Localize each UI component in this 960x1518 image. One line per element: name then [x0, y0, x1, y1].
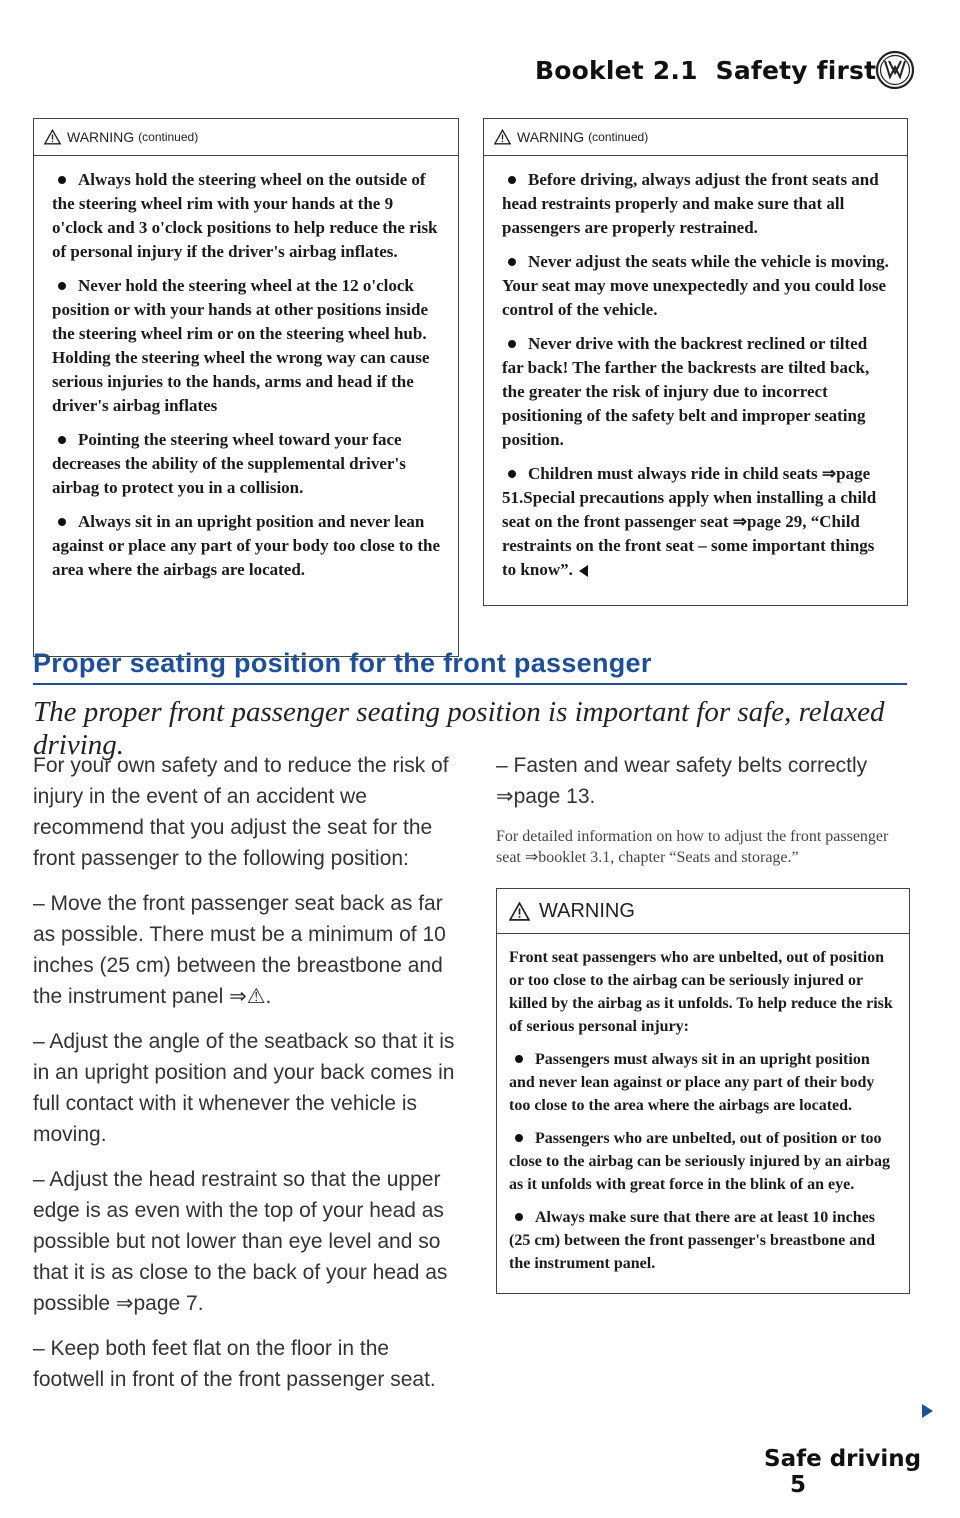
warning-item [502, 332, 891, 452]
bullet-icon [58, 176, 66, 184]
warning-intro: Front seat passengers who are unbelted, out of position or too close to the airbag can be seriously injured or killed by the airbag as it unfolds. To help reduce the risk of serious personal injury: [509, 949, 893, 1035]
warning-item-text: Always hold the steering wheel on the outside of the steering wheel rim with your hands at the 9 o'clock and 3 o'clock positions to help reduce the risk of personal injury if the driver's airbag inflates. [52, 170, 438, 261]
warning-continued: (continued) [588, 130, 649, 144]
warning-item-text: Passengers who are unbelted, out of position or too close to the airbag can be seriously injured by an airbag as it unfolds with great force in the blink of an eye. [509, 1130, 891, 1193]
page-footer [764, 1446, 960, 1498]
header-title [535, 56, 876, 85]
bullet-icon [515, 1134, 523, 1142]
warning-item [52, 274, 442, 418]
bullet-icon [508, 470, 516, 478]
end-of-section-icon [579, 565, 588, 577]
bullet-icon [515, 1055, 523, 1063]
warning-item [52, 428, 442, 500]
instruction-step: – Keep both feet flat on the floor in the footwell in front of the front passenger seat. [33, 1337, 436, 1391]
booklet-label: Booklet 2.1 [535, 55, 698, 85]
warning-body [34, 156, 458, 602]
bullet-icon [508, 258, 516, 266]
section-label: Safety first [715, 55, 877, 85]
warning-item [52, 168, 442, 264]
continue-arrow-icon [922, 1404, 933, 1418]
instruction-step: – Adjust the head restraint so that the upper edge is as even with the top of your head as possible but not lower than eye level and so that it is as close to the back of your head as possible ⇒page 7. [33, 1168, 448, 1315]
warning-item [52, 510, 442, 582]
warning-item [509, 1048, 895, 1117]
warning-item [502, 462, 891, 582]
warning-header [497, 889, 909, 934]
warning-item-text: Pointing the steering wheel toward your face decreases the ability of the supplemental driver's airbag to protect you in a collision. [52, 430, 406, 497]
left-column [33, 750, 458, 1409]
warning-item [509, 1206, 895, 1275]
bullet-icon [58, 518, 66, 526]
warning-item [502, 168, 891, 240]
warning-item-text: Before driving, always adjust the front seats and head restraints properly and make sure that all passengers are properly restrained. [502, 170, 879, 237]
warning-label: WARNING [67, 129, 135, 145]
warning-header [34, 119, 458, 156]
warning-continued: (continued) [138, 130, 199, 144]
bullet-icon [515, 1213, 523, 1221]
bullet-icon [508, 340, 516, 348]
warning-item [509, 1127, 895, 1196]
right-column [496, 750, 911, 1294]
bullet-icon [508, 176, 516, 184]
warning-label: WARNING [517, 129, 585, 145]
vw-logo-icon [875, 50, 915, 90]
warning-item-text: Never hold the steering wheel at the 12 o'clock position or with your hands at other positions inside the steering wheel rim or on the steering wheel hub. Holding the steering wheel the wrong way can cause serious injuries to the hands, arms and head if the driver's airbag inflates [52, 276, 430, 415]
section-rule [33, 683, 907, 685]
warning-label: WARNING [539, 899, 635, 922]
section-title: Proper seating position for the front passenger [33, 648, 652, 678]
warning-triangle-icon [509, 902, 530, 921]
bullet-icon [58, 436, 66, 444]
warning-box-main [496, 888, 910, 1294]
page-number: 5 [790, 1472, 807, 1498]
warning-header [484, 119, 907, 156]
warning-item [502, 250, 891, 322]
warning-item-text: Never drive with the backrest reclined or tilted far back! The farther the backrests are tilted back, the greater the risk of injury due to incorrect positioning of the safety belt and improper seating position. [502, 334, 870, 449]
warning-box-left [33, 118, 459, 657]
warning-item-text: Always make sure that there are at least 10 inches (25 cm) between the front passenger's breastbone and the instrument panel. [509, 1209, 876, 1272]
reference-note: For detailed information on how to adjust the front passenger seat ⇒booklet 3.1, chapter “Seats and storage.” [496, 828, 889, 866]
warning-body [484, 156, 907, 602]
warning-item-text: Passengers must always sit in an upright position and never lean against or place any part of their body too close to the area where the airbags are located. [509, 1051, 875, 1114]
warning-body [497, 934, 909, 1293]
bullet-icon [58, 282, 66, 290]
intro-paragraph: For your own safety and to reduce the risk of injury in the event of an accident we recommend that you adjust the seat for the front passenger to the following position: [33, 754, 449, 870]
instruction-step: – Move the front passenger seat back as far as possible. There must be a minimum of 10 inches (25 cm) between the breastbone and the instrument panel ⇒⚠. [33, 892, 446, 1008]
warning-item-text: Children must always ride in child seats ⇒page 51.Special precautions apply when installing a child seat on the front passenger seat ⇒page 29, “Child restraints on the front seat – some important things to know”. [502, 464, 877, 579]
warning-triangle-icon [44, 129, 61, 145]
warning-triangle-icon [494, 129, 511, 145]
warning-item-text: Never adjust the seats while the vehicle is moving. Your seat may move unexpectedly and you could lose control of the vehicle. [502, 252, 889, 319]
warning-box-right [483, 118, 908, 606]
section-intro: The proper front passenger seating position is important for safe, relaxed driving. [33, 696, 885, 761]
footer-label: Safe driving [764, 1446, 922, 1472]
instruction-step: – Adjust the angle of the seatback so that it is in an upright position and your back comes in full contact with it whenever the vehicle is moving. [33, 1030, 455, 1146]
page-header [535, 48, 915, 92]
warning-item-text: Always sit in an upright position and never lean against or place any part of your body too close to the area where the airbags are located. [52, 512, 441, 579]
instruction-step: – Fasten and wear safety belts correctly ⇒page 13. [496, 754, 868, 808]
